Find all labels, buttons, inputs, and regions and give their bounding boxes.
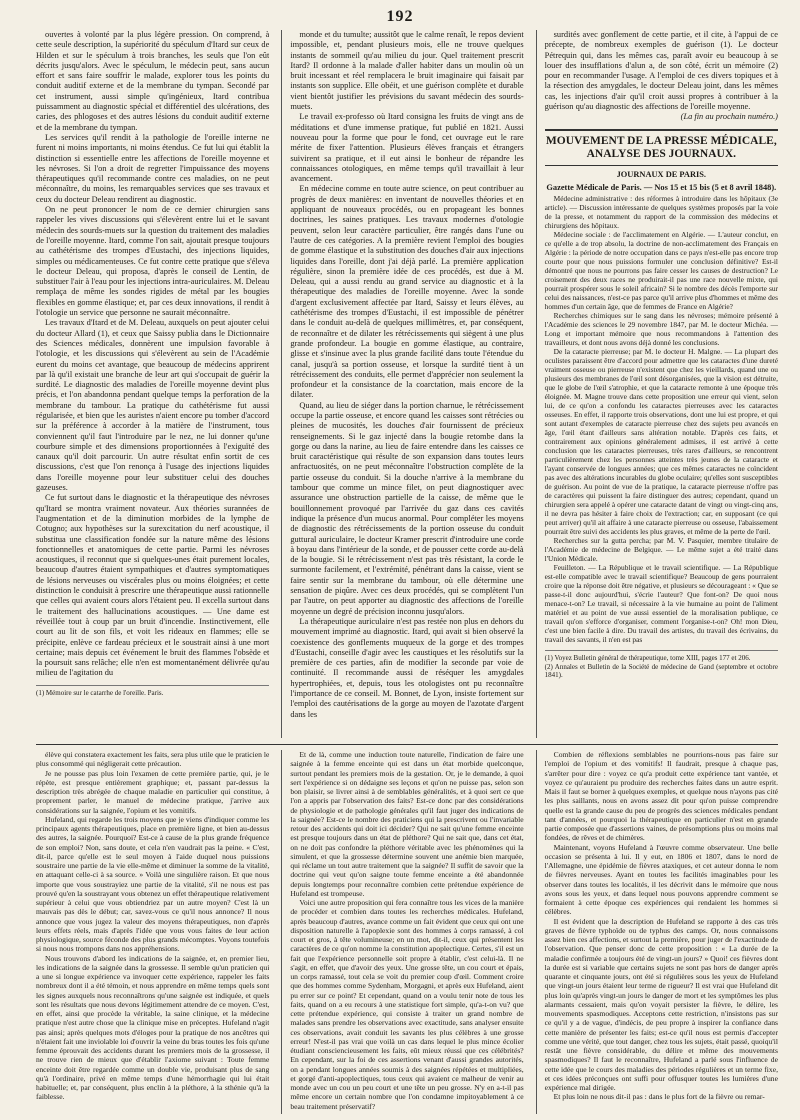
subsection-heading: JOURNAUX DE PARIS. — [616, 169, 707, 179]
paragraph: Ce fut surtout dans le diagnostic et la thérapeutique des névroses qu'Itard se montra vraiment novateur. Aux théories surannées de l'augmentation et de la diminution morbides de la lymphe de Cotugno; aux hypothèses sur la surexcitation du nerf acoustique, il substitua une classification fondée sur la nature même des lésions fonctionnelles et anatomiques de cette partie. Parmi les névroses acoustiques, il reconnut que si quelques-unes était purement locales, beaucoup d'autres étaient sympathiques et d'autres symptomatiques de lésions nerveuses ou viscérales plus ou moins éloignées; et cette distinction le conduisit à prescrire une thérapeutique aussi rationnelle que celles qui avaient cours alors l'étaient peu. Il excella surtout dans le traitement des hallucinations acoustiques. — Une dame est réveillée tout à coup par un bruit d'incendie. Instinctivement, elle court au lit de son fils, et voit les rideaux en flammes; elle se précipite, enlève ce fardeau précieux et le soustrait ainsi à une mort certaine; mais depuis cet événement le bruit des flammes l'obsède et la poursuit sans relâche; elle n'en est momentanément délivrée qu'au milieu de l'agitation du — [36, 493, 270, 678]
paragraph: Combien de réflexions semblables ne pourrions-nous pas faire sur l'emploi de l'opium et des vomitifs! Il faudrait, presque à chaque pas, s'arrêter pour dire : voyez ce qu'a produit cette expérience tant vantée, et voyez ce qu'auraient pu produire des recherches faites dans un autre esprit. Mais il faut se borner à quelques exemples, et quelque nous n'ayons pas cité les plus saillants, nous en avons assez dit pour qu'on puisse comprendre quelle est la grande cause du peu de progrès des sciences médicales pendant tant d'années, et pourquoi la thérapeutique en particulier n'est en grande partie composée que d'assertions vaines, de présomptions plus ou moins mal fondées, de rêves et de chimères. — [544, 750, 778, 843]
paragraph: monde et du tumulte; aussitôt que le calme renaît, le repos devient impossible, et, pendant plusieurs mois, elle ne trouve quelques instants de sommeil qu'au milieu du jour. Quel traitement prescrit Itard? Il ordonne à la malade d'aller habiter dans un moulin où un bruit incessant et réel remplacera le bruit imaginaire qui faisait par instants son supplice. Elle obéit, et une guérison complète et durable vient bientôt justifier les prévisions du savant médecin des sourds-muets. — [290, 30, 524, 112]
paragraph: Il est évident que la description de Hufeland se rapporte à des cas très graves de fièvre typhoïde ou de typhus des camps. Or, nous connaissons assez bien ces affections, et surtout la première, pour juger de l'exactitude de l'observation. Que penser donc de cette proposition : « La durée de la maladie confirmée a toujours été de vingt-un jours? » Quoi! ces fièvres dont la durée est si variable que certains sujets ne sont pas hors de danger après quarante et cinquante jours, ont été si régulières sous les yeux de Hufeland que vingt-un jours étaient leur terme de rigueur? Il est vrai que Hufeland dit plus loin qu'après vingt-un jours le danger de mort et les symptômes les plus alarmants cessaient, mais qu'on voyait persister la fièvre, le délire, les mouvements spasmodiques. Acceptons cette restriction, n'insistons pas sur ce qu'il y a de vague, d'indécis, de peu propre à inspirer la confiance dans cette manière de présenter les faits; est-ce qu'il nous est permis d'accepter comme une vérité, que tout danger, chez tous les sujets, était passé, quoiqu'il restât une fièvre considérable, du délire et même des mouvements spasmodiques? Il faut le reconnaître, Hufeland a parlé sous l'influence de cette idée que le cours des maladies des périodes régulières et un terme fixe, et ces idées préconçues ont suffi pour offusquer toutes les lumières d'une expérience mal dirigée. — [544, 916, 778, 1092]
paragraph: Voici une autre proposition qui fera connaître tous les vices de la manière de procéder et combien dans toutes les recherches médicales. Hufeland, après beaucoup d'autres, avance comme un fait évident que ceux qui ont une disposition naturelle à l'apoplexie sont des hommes à corps ramassé, à col court et gros, à tête volumineuse; en un mot, dit-il, ceux qui présentent les caractères de ce qu'on nomme la constitution apoplectique. Certes, s'il est un fait que l'expérience personnelle soit propre à établir, c'est celui-là. Il ne s'agit, en effet, que d'avoir des yeux. Une grosse tête, un cou court et épais, un corps ramassé, tout cela se voit du premier coup d'œil. Comment croire que des hommes comme Sydenham, Morgagni, et après eux Hufeland, aient pu errer sur ce point? Et cependant, quand on a voulu tenir note de tous les faits, quand on a eu recours à une statistique fort simple, qu'a-t-on vu? que cette prétendue expérience, qui consiste à traiter un grand nombre de malades sans prendre les observations avec exactitude, sans analyser ensuite ces observations, avait conduit les savants les plus célèbres à une grosse erreur! N'est-il pas vrai que voilà un cas dans lequel le plus mince écolier étudiant consciencieusement les faits, eût mieux réussi que ces célébrités? En cependant, sur la foi de ces assertions venant d'aussi grandes autorités, on a pendant longues années soumis à des saignées répétées et multipliées, et gorgé d'anti-apoplectiques, tous ceux qui avaient ce malheur de venir au monde avec un cou un peu court et une tête un peu grosse. N'y en a-t-il pas même encore un certain nombre que l'on condamne impitoyablement à ce beau traitement préservatif? — [290, 898, 524, 1111]
upper-columns — [36, 30, 778, 738]
paragraph: Quand, au lieu de siéger dans la portion charnue, le rétrécissement occupe la partie osseuse, et encore quand les caisses sont rétrécies ou pleines de mucosités, les douches d'air fournissent de précieux renseignements. Si le gaz injecté dans la bougie retombe dans la gorge ou dans la narine, au lieu de faire entendre dans les caisses ce bruit caractéristique qui résulte de son expansion dans toutes leurs anfractuosités, on ne peut méconnaître l'obstruction complète de la partie osseuse du conduit. Si la douche n'arrive à la membrane du tambour que comme un mince filet, on peut diagnostiquer avec assurance une obstruction partielle de la caisse, de même que le bouillonnement provoqué par l'arrivée du gaz dans ces cavités indique la présence d'un mucus anormal. Pour compléter les moyens de diagnostic des rétrécissements de la portion osseuse du conduit guttural auriculaire, le docteur Kramer prescrit d'introduire une corde à boyau dans l'intérieur de la sonde, et de pousser cette corde au-delà de la bougie. Si le rétrécissement n'est pas très résistant, la corde le surmonte facilement, et l'extrémité, pénétrant dans la caisse, vient se faire sentir sur la membrane du tambour, où elle détermine une sensation de piqûre. Avec ces deux procédés, qui se complètent l'un par l'autre, on peut apporter au diagnostic des affections de l'oreille moyenne un degré de précision inconnu jusqu'alors. — [290, 400, 524, 616]
paragraph: Médecine sociale : de l'acclimatement en Algérie. — L'auteur conclut, en ce qu'elle a de trop absolu, la doctrine de non-acclimatement des Français en Algérie : la période de notre occupation dans ce pays n'est-elle pas encore trop courte pour que nous puissions formuler une conclusion définitive? Est-il démontré que nous ne pourrons pas faire cesser les causes de destruction? Le croisement des deux races ne produirait-il pas une race nouvelle mixte, qui pourrait prospérer sous le soleil africain? Si le nombre des décès l'emporte sur celui des naissances, n'est-ce pas parce qu'il arrive plus d'hommes et même des hommes d'un certain âge, que de femmes de France en Algérie? — [544, 230, 778, 312]
footnote: (2) Annales et Bulletin de la Société de médecine de Gand (septembre et octobre 1841). — [544, 662, 778, 680]
footnote: (1) Mémoire sur le catarrhe de l'oreille. Paris. — [36, 685, 269, 698]
paragraph: La thérapeutique auriculaire n'est pas restée non plus en dehors du mouvement imprimé au diagnostic. Itard, qui avait si bien observé la coexistence des gonflements muqueux de la gorge et des trompes d'Eustachi, conseille d'agir avec les caustiques et les résolutifs sur la première de ces parties, afin de modifier la seconde par voie de continuité. Il recommande aussi de réséquer les amygdales hypertrophiées, et, depuis, tous les otologistes ont pu reconnaître l'importance de ce conseil. M. Bonnet, de Lyon, insiste fortement sur l'emploi des cautérisations de la gorge au moyen de l'azotate d'argent dans les — [290, 616, 524, 719]
paragraph: élève qui constatera exactement les faits, sera plus utile que le praticien le plus consommé qui négligerait cette précaution. — [36, 750, 270, 769]
journal-heading: Gazette Médicale de Paris. — Nos 15 et 15 bis (5 et 8 avril 1848). — [546, 182, 777, 192]
paragraph: Je ne pousse pas plus loin l'examen de cette première partie, qui, je le répète, est presque entièrement graphique; et, passant par-dessus la description très abrégée de chaque maladie en particulier qui constitue, à proprement parler, le manuel de médecine pratique, j'arrive aux considérations sur la saignée, l'opium et les vomitifs. — [36, 768, 270, 815]
paragraph: Et de là, comme une induction toute naturelle, l'indication de faire une saignée à la femme enceinte qui est dans un état morbide quelconque, surtout pendant les premiers mois de la gestation. Or, je le demande, à quoi sert l'expérience si on dédaigne ses leçons et qu'on ne puisse pas, selon son bon plaisir, se livrer ainsi à de semblables généralités, et à quoi sert ce que l'on a appris par l'observation des faits? Est-ce donc par des considérations de physiologie et de pathologie générales qu'il faut juger des indications de la saignée? Est-ce le nombre des praticiens qui la prescrivent ou l'invariable retour des accidents qui doit ici décider? Qui ne sait qu'une femme enceinte est presque toujours dans un état de pléthore? Qui ne sait que, dans cet état, on ne doit pas confondre la pléthore véritable avec les phénomènes qui la simulent, et que la grossesse détermine souvent une anémie bien marquée, qui réclame un tout autre traitement que la saignée? Il suffit de savoir que la doctrine qui veut qu'on saigne toute femme enceinte a été abandonnée depuis longtemps pour reconnaître combien cette prétendue expérience de Hufeland est trompeuse. — [290, 750, 524, 898]
footnote: (1) Voyez Bulletin général de thérapeutique, tome XIII, pages 177 et 206. — [544, 654, 751, 663]
paragraph: Et plus loin ne nous dit-il pas : dans le plus fort de la fièvre ou remar- — [553, 1092, 765, 1102]
paragraph: Médecine administrative : des réformes à introduire dans les hôpitaux (3e article). — Discussion intéressante de quelques systèmes proposés par la voie de la presse, et notamment du rapport de la commission des médecins et chirurgiens des hôpitaux. — [544, 194, 778, 231]
feuilleton-column-3 — [536, 750, 778, 1114]
column-2 — [281, 30, 523, 738]
feuilleton-divider — [36, 744, 778, 745]
paragraph: ouvertes à volonté par la plus légère pression. On comprend, à cette seule description, la supériorité du spéculum d'Itard sur ceux de Hilden et sur le spéculum à trois branches, les seuls que l'on eût décrits jusqu'alors. Avec le spéculum, le médecin peut, sans aucun effort et sans faire souffrir le malade, explorer tous les points du conduit auditif externe et de la membrane du tympan. Secondé par cet instrument, aussi simple qu'ingénieux, Itard contribua puissamment au diagnostic spécial et différentiel des ulcérations, des caries, des phlogoses et des autres lésions du conduit auditif externe et de la membrane du tympan. — [36, 30, 270, 132]
column-1 — [36, 30, 269, 738]
paragraph: Hufeland, qui regarde les trois moyens que je viens d'indiquer comme les principaux agents thérapeutiques, place en première ligne, et bien au-dessus des autres, la saignée. Pourquoi? Est-ce à cause de la plus grande fréquence de son emploi? Non, sans doute, et cela n'en vaudrait pas la peine. « C'est, dit-il, parce qu'elle est le seul moyen à l'aide duquel nous puissions soustraire une partie de la vie elle-même et diminuer la somme de la vitalité, en attaquant celle-ci à sa source. » Voilà une singulière raison. Et que nous importe que vous soustrayiez une partie de la vitalité, s'il ne nous est pas prouvé qu'en la soustrayant vous obtenez un effet thérapeutique relativement supérieur à celui que vous obtiendriez par un autre moyen? C'est là un mauvais pas dès le début; car, savez-vous ce qu'il nous annonce? Il nous annonce que vous jugez la valeur des moyens thérapeutiques, non d'après leurs effets réels, mais d'après l'idée que vous vous faites de leur action physiologique, source féconde des plus grands mécomptes. Voyons toutefois si nous nous trompons dans nos appréhensions. — [36, 814, 270, 954]
paragraph: Feuilleton. — La République et le travail scientifique. — La République est-elle compatible avec le travail scientifique? Beaucoup de gens pourraient croire que la réponse doit être négative, et plusieurs se décourageant : « Que se passe-t-il donc aujourd'hui, s'écrie l'auteur? Que font-on? De quoi nous menace-t-on? Le travail, si nécessaire à la vie humaine au point de l'aliment matériel et au point de vue aussi essentiel de la moralisation publique, ce travail qu'on s'efforce d'organiser, comment l'organise-t-on? Oh! mon Dieu, c'est une bien facile à dire. Du travail des artistes, du travail des écrivains, du travail des savants, il n'en est pas — [544, 563, 778, 645]
paragraph: Le travail ex-professo où Itard consigna les fruits de vingt ans de méditations et d'une immense pratique, fut publié en 1821. Aussi nouveau pour la forme que pour le fond, cet ouvrage eut le rare mérite de fixer l'attention. Plusieurs élèves français et étrangers suivirent sa pratique, et il eut ainsi le bonheur de répandre les connaissances otologiques, en même temps qu'il travaillait à leur avancement. — [290, 112, 524, 184]
feuilleton-column-1 — [36, 750, 269, 1114]
continued-note: (La fin au prochain numéro.) — [680, 112, 778, 122]
column-3 — [536, 30, 778, 738]
paragraph: Recherches sur la gutta percha; par M. V. Pasquier, membre titulaire de l'Académie de médecine de Belgique. — Le même sujet a été traité dans l'Union Médicale. — [544, 536, 778, 564]
footnotes — [545, 650, 778, 680]
paragraph: Recherches chimiques sur le sang dans les névroses; mémoire présenté à l'Académie des sciences le 29 novembre 1847, par M. le docteur Michéa. — Long et important mémoire que nous recommandons à l'attention des travailleurs, et dont nous avons déjà donné les conclusions. — [544, 311, 778, 348]
paragraph: Les services qu'il rendit à la pathologie de l'oreille interne ne furent ni moins importants, ni moins étendus. Ce fut lui qui établit la distinction si essentielle entre les affections de l'oreille moyenne et les névroses. Si l'on a droit de regretter l'impuissance des moyens thérapeutiques qu'il recommande contre ces maladies, on ne peut méconnaître, du moins, les remarquables services que ses travaux et ceux du docteur Deleau rendirent au diagnostic. — [36, 132, 270, 204]
paragraph: Les travaux d'Itard et de M. Deleau, auxquels on peut ajouter celui du docteur Allard (1), et ceux que Saissy publia dans le Dictionnaire des Sciences médicales, donnèrent une impulsion favorable à l'otologie, et les discussions qui s'élevèrent au sein de l'Académie eurent du moins cet avantage, que beaucoup de médecins apprirent par là qu'il existait une branche de leur art qui s'occupait de guérir la surdité. Le diagnostic des maladies de l'oreille moyenne devint plus précis, et l'on abandonna pendant quelque temps la perforation de la membrane du tambour. La pratique du cathétérisme fut aussi régularisée, et bien que les auristes n'aient encore pu tomber d'accord sur la préférence à accorder à la matière de l'instrument, tous conviennent qu'il faut l'introduire par le nez, ne lui donner qu'une courbure simple et des dimensions proportionnées à l'exiguïté des canaux qu'il doit parcourir. Un autre résultat enfin sortit de ces discussions, c'est que l'on renonça à l'usage des injections liquides dans l'oreille moyenne pour leur substituer celui des douches gazeuses. — [36, 318, 270, 493]
paragraph: De la cataracte pierreuse; par M. le docteur H. Malgne. — La plupart des oculistes paraissent être d'accord pour admettre que les cataractes d'une dureté vraiment osseuse ou pierreuse n'existent que chez les vieillards, quand une ou plusieurs des membranes de l'œil sont désorganisées, que la vision est détruite, que le globe de l'œil s'atrophie, et que la cataracte remonte à une époque très éloignée. M. Magne trouve dans cette proposition une erreur qui vient, selon lui, de ce qu'on a confondu les cataractes pierreuses avec les cataractes osseuses. En effet, il rapporte trois observations, dont une lui est propre, et qui sont autant d'exemples de cataracte pierreuse chez des sujets peu avancés en âge, l'œil étant d'ailleurs sans altération notable. D'après ces faits, et contrairement aux opinions généralement admises, il est arrivé à cette conclusion que les cataractes pierreuses, très rares d'ailleurs, se rencontrent particulièrement chez les personnes atteintes très jeunes de la cataracte et l'ayant conservée de longues années; que ces mêmes cataractes ne coïncident pas avec des altérations incurables du globe oculaire; qu'elles sont susceptibles de guérison. Au point de vue de la pratique, la cataracte pierreuse n'offre pas de caractères qui puissent la faire distinguer des autres; cependant, quand un chirurgien sera appelé à opérer une cataracte datant de vingt ou vingt-cinq ans, il ne devra pas hésiter à faire choix de l'extraction; car, en supposant (ce qui peut arriver) qu'il ait affaire à une cataracte pierreuse ou osseuse, l'abaissement pourrait être suivi des accidents les plus graves, et même de la perte de l'œil. — [544, 347, 778, 537]
page-number: 192 — [386, 8, 414, 25]
feuilleton-columns — [36, 750, 778, 1114]
paragraph: Maintenant, voyons Hufeland à l'œuvre comme observateur. Une belle occasion se présenta à lui. Il y eut, en 1806 et 1807, dans le nord de l'Allemagne, une épidémie de fièvres ataxiques, et cet auteur donna le nom de fièvres nerveuses. Ayant en toutes les facilités imaginables pour les observer dans toutes les localités, il les décrivit dans le mémoire que nous avons sous les yeux, et dans lequel nous pouvons apprendre comment se formaient à cette époque ces expériences qui rendaient les hommes si célèbres. — [544, 842, 778, 917]
paragraph: surdités avec gonflement de cette partie, et il cite, à l'appui de ce précepte, de nombreux exemples de guérison (1). Le docteur Pétrequin qui, dans les mêmes cas, paraît avoir eu beaucoup à se louer des insufflations d'alun a, de son côté, écrit un mémoire (2) pour en recommander l'usage. A l'emploi de ces divers topiques et à la résection des amygdales, le docteur Deleau joint, dans les mêmes cas, les injections d'air qu'il croit aussi propres à contribuer à la guérison qu'au diagnostic des affections de l'oreille moyenne. — [544, 30, 778, 112]
feuilleton-column-2 — [281, 750, 523, 1114]
section-title: MOUVEMENT DE LA PRESSE MÉDICALE, ANALYSE DES JOURNAUX. — [545, 129, 778, 166]
paragraph: Nous trouvons d'abord les indications de la saignée, et, en premier lieu, les indications de la saignée dans la grossesse. Il semble qu'un praticien qui a une si longue expérience va invoquer cette expérience, rappeler les faits nombreux dont il a été témoin, et nous apprendre en même temps quels sont les signes auxquels nous reconnaîtrons qu'une saignée est indiquée, et quels sont les résultats que nous devons légitimement attendre de ce moyen. C'est, en effet, ainsi que procède la véritable, la saine clinique, et la médecine pratique n'est autre chose que la clinique mise en préceptes. Hufeland n'agit pas ainsi; après quelques mots d'éloges pour la pratique de nos ancêtres qui n'étaient fait une inviolable loi d'ouvrir la veine du bras toutes les fois qu'une femme éprouvait des accidents durant les premiers mois de la grossesse, il ne trouve rien de mieux que d'établir l'axiome suivant : Toute femme enceinte doit être regardée comme un double vie, produisant plus de sang qu'à l'ordinaire, privé en même temps d'une hémorrhagie qui lui était habituelle; et, par conséquent, plus enclin à la pléthore, à la sthénie qu'à la faiblesse. — [36, 953, 270, 1102]
paragraph: On ne peut prononcer le nom de ce dernier chirurgien sans rappeler les vives discussions qui s'élevèrent entre lui et le savant médecin des sourds-muets sur la question du traitement des maladies de l'oreille moyenne. Itard, comme l'on sait, ajoutait presque toujours au cathétérisme des trompes d'Eustachi, des injections liquides, simples ou médicamenteuses. Ce fut contre cette pratique que s'éleva le docteur Deleau, qui proposa, d'après le conseil de Lentin, de substituer l'air à l'eau pour les injections intra-auriculaires. M. Deleau remplaça de même les sondes rigides de métal par les bougies flexibles en gomme élastique; et, par ces deux innovations, il rendit à l'otologie un service que personne ne saurait méconnaître. — [36, 205, 270, 318]
paragraph: En médecine comme en toute autre science, on peut contribuer au progrès de deux manières: en inventant de nouvelles théories et en appliquant de nouveaux procédés, ou en propageant les bonnes doctrines, les saines pratiques. Les travaux modernes d'otologie peuvent, selon leur caractère particulier, être rangés dans l'une ou l'autre de ces catégories. A la première revient l'emploi des bougies de gomme élastique et la substitution des douches d'air aux injections liquides dans l'oreille, dont j'ai déjà parlé. La première application régulière, sinon la première idée de ces procédés, est due à M. Deleau, qui a aussi rendu au grand service au diagnostic et à la thérapeutique des maladies de l'oreille moyenne. Avec la sonde d'argent exclusivement affectée par Itard, Saissy et leurs élèves, au cathétérisme des trompes d'Eustachi, il est impossible de pénétrer dans le conduit au-delà de quelques millimètres, et, par conséquent, de reconnaître et de dilater les rétrécissements qui siègent à une plus grande profondeur. La bougie en gomme élastique, au contraire, glisse et s'insinue avec la plus grande facilité dans toute l'étendue du canal, jusqu'à sa portion osseuse, et lorsque la surdité tient à un rétrécissement des conduits, elle permet d'apprécier non seulement la profondeur et la consistance de la coarctation, mais encore de la dilater. — [290, 184, 524, 400]
